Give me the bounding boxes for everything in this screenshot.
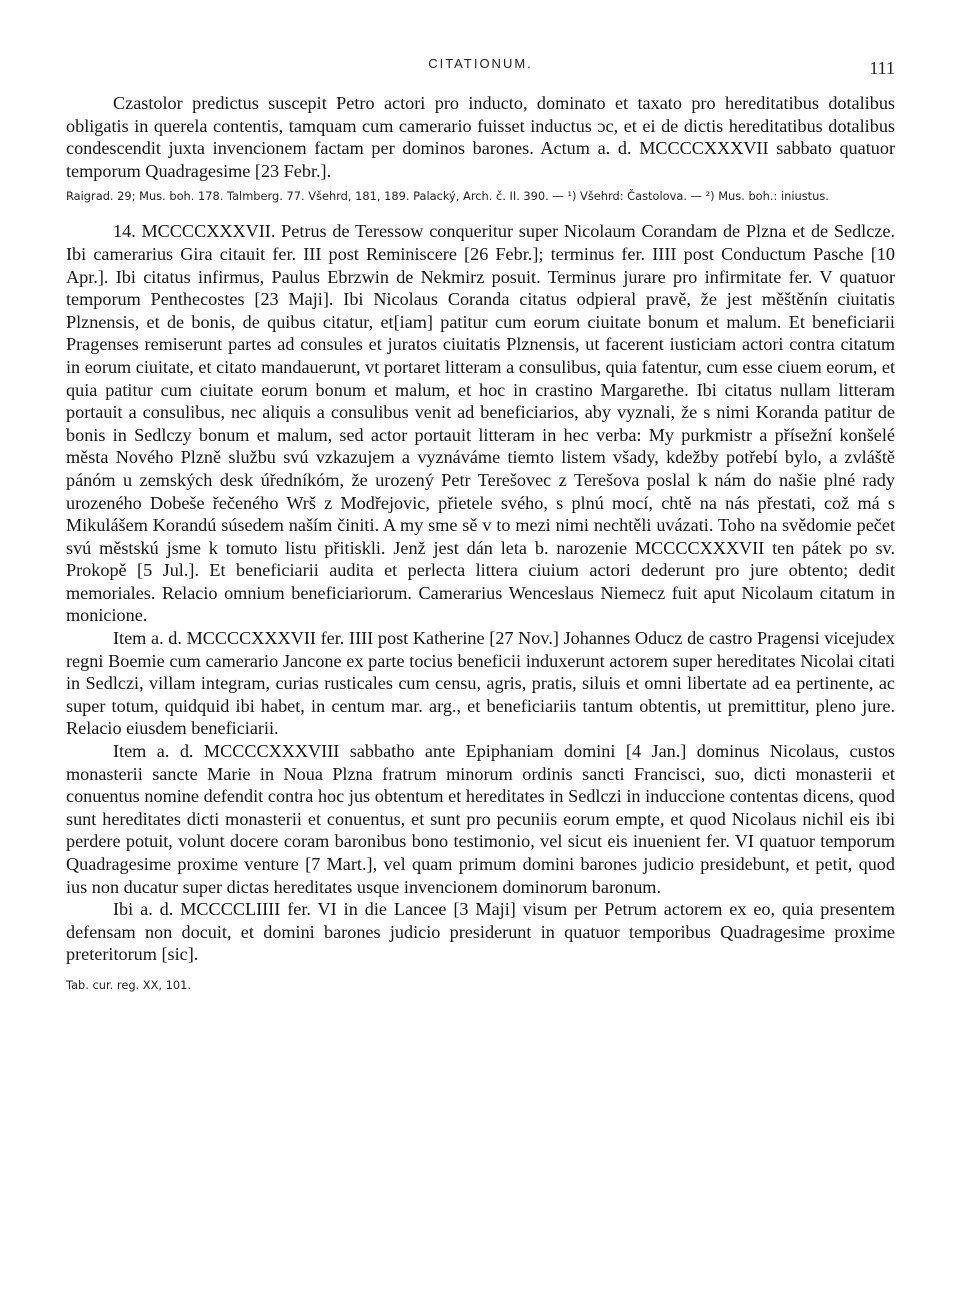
paragraph-entry-13-conclusion: Czastolor predictus suscepit Petro actori pro inducto, dominato et taxato pro hereditatibus dotalibus obligatis in querela contentis, tamquam cum camerario fuisset inductus ɔc, et ei de dictis hereditatibus dotalibus condescendit juxta invencionem factam per dominos barones. Actum a. d. MCCCCXXXVII sabbato quatuor temporum Quadragesime [23 Febr.]. — [66, 93, 895, 181]
running-title: CITATIONUM. — [428, 56, 533, 71]
source-footnote: Raigrad. 29; Mus. boh. 178. Talmberg. 77. Všehrd, 181, 189. Palacký, Arch. č. II. 390. — ¹) Všehrd: Častolova. — ²) Mus. boh.: iniustus. — [66, 189, 829, 204]
page-number: 111 — [869, 58, 895, 78]
paragraph-item-1438: Item a. d. MCCCCXXXVIII sabbatho ante Epiphaniam domini [4 Jan.] dominus Nicolaus, custos monasterii sancte Marie in Noua Plzna fratrum minorum ordinis sancti Francisci, suo, dicti monasterii et conuentus nomine defendit contra hoc jus obtentum et hereditates in Sedlczi in induccione contentas dicens, quod sunt hereditates dicti monasterii et conuentus, et sunt pro pecuniis eorum empte, et quod Nicolaus nichil eis ibi perdere potuit, volunt docere coram baronibus bono testimonio, vel sicut eis inuenient fer. VI quatuor temporum Quadragesime proxime venture [7 Mart.], vel quam primum domini barones judicio presidebunt, et petit, quod ius non ducatur super dictas hereditates usque invencionem dominorum baronum. — [66, 741, 895, 897]
paragraph-entry-14: 14. MCCCCXXXVII. Petrus de Teressow conqueritur super Nicolaum Corandam de Plzna et de Sedlcze. Ibi camerarius Gira citauit fer. III post Reminiscere [26 Febr.]; terminus fer. IIII post Conductum Pasche [10 Apr.]. Ibi citatus infirmus, Paulus Ebrzwin de Nekmirz posuit. Terminus jurare pro infirmitate fer. V quatuor temporum Penthecostes [23 Maji]. Ibi Nicolaus Coranda citatus odpieral pravě, že jest měštěnín ciuitatis Plznensis, et de bonis, de quibus citatur, et[iam] patitur cum eorum ciuitate bonum et malum. Et beneficiarii Pragenses remiserunt partes ad consules et juratos ciuitatis Plznensis, ut facerent iusticiam actori contra citatum in eorum ciuitate, et citato mandauerunt, vt portaret litteram a consulibus, quia fatentur, cum esse ciuem eorum, et quia patitur cum ciuitate eorum bonum et malum, et hoc in crastino Margarethe. Ibi citatus nullam litteram portauit a consulibus, nec aliquis a consulibus venit ad beneficiarios, aby vyznali, že s nimi Koranda patitur de bonis in Sedlczy bonum et malum, sed actor portauit litteram in hec verba: My purkmistr a přísežní konšelé města Nového Plzně službu svú vzkazujem a vyznáváme tiemto listem všady, kdežby potřebí bylo, a zvláště pánóm u zemských desk úředníkóm, že urozený Petr Terešovec z Terešova poslal k nám do našie plné rady urozeného Dobeše řečeného Wrš z Modřejovic, přietele svého, s plnú mocí, chtě na nás přestati, což má s Mikulášem Korandú súsedem naším činiti. A my sme sě v to mezi nimi nechtěli uvázati. Toho na svědomie pečet svú městskú jsme k tomuto listu přitiskli. Jenž jest dán leta b. narozenie MCCCCXXXVII ten pátek po sv. Prokopě [5 Jul.]. Et beneficiarii audita et perlecta littera ciuium actori dederunt pro jure obtento; dedit memoriales. Relacio omnium beneficiariorum. Camerarius Wenceslaus Niemecz fuit aput Nicolaum citatum in monicione. — [66, 221, 895, 626]
page-header — [66, 52, 895, 92]
paragraph-item-1454: Ibi a. d. MCCCCLIIII fer. VI in die Lancee [3 Maji] visum per Petrum actorem ex eo, quia presentem defensam non docuit, et domini barones judicio presiderunt in quatuor temporibus Quadragesime proxime preteritorum [sic]. — [66, 899, 895, 965]
source-reference: Tab. cur. reg. XX, 101. — [66, 977, 192, 992]
paragraph-item-1437: Item a. d. MCCCCXXXVII fer. IIII post Katherine [27 Nov.] Johannes Oducz de castro Pragensi vicejudex regni Boemie cum camerario Jancone ex parte tocius beneficii induxerunt actorem super hereditates Nicolai citati in Sedlczi, villam integram, curias rusticales cum censu, agris, pratis, siluis et omni libertate ad ea pertinente, ac super totum, quidquid ibi habet, in centum mar. arg., et beneficiariis tantum obtentis, ut premittitur, pleno jure. Relacio eiusdem beneficiarii. — [66, 628, 895, 739]
document-page — [66, 52, 895, 995]
